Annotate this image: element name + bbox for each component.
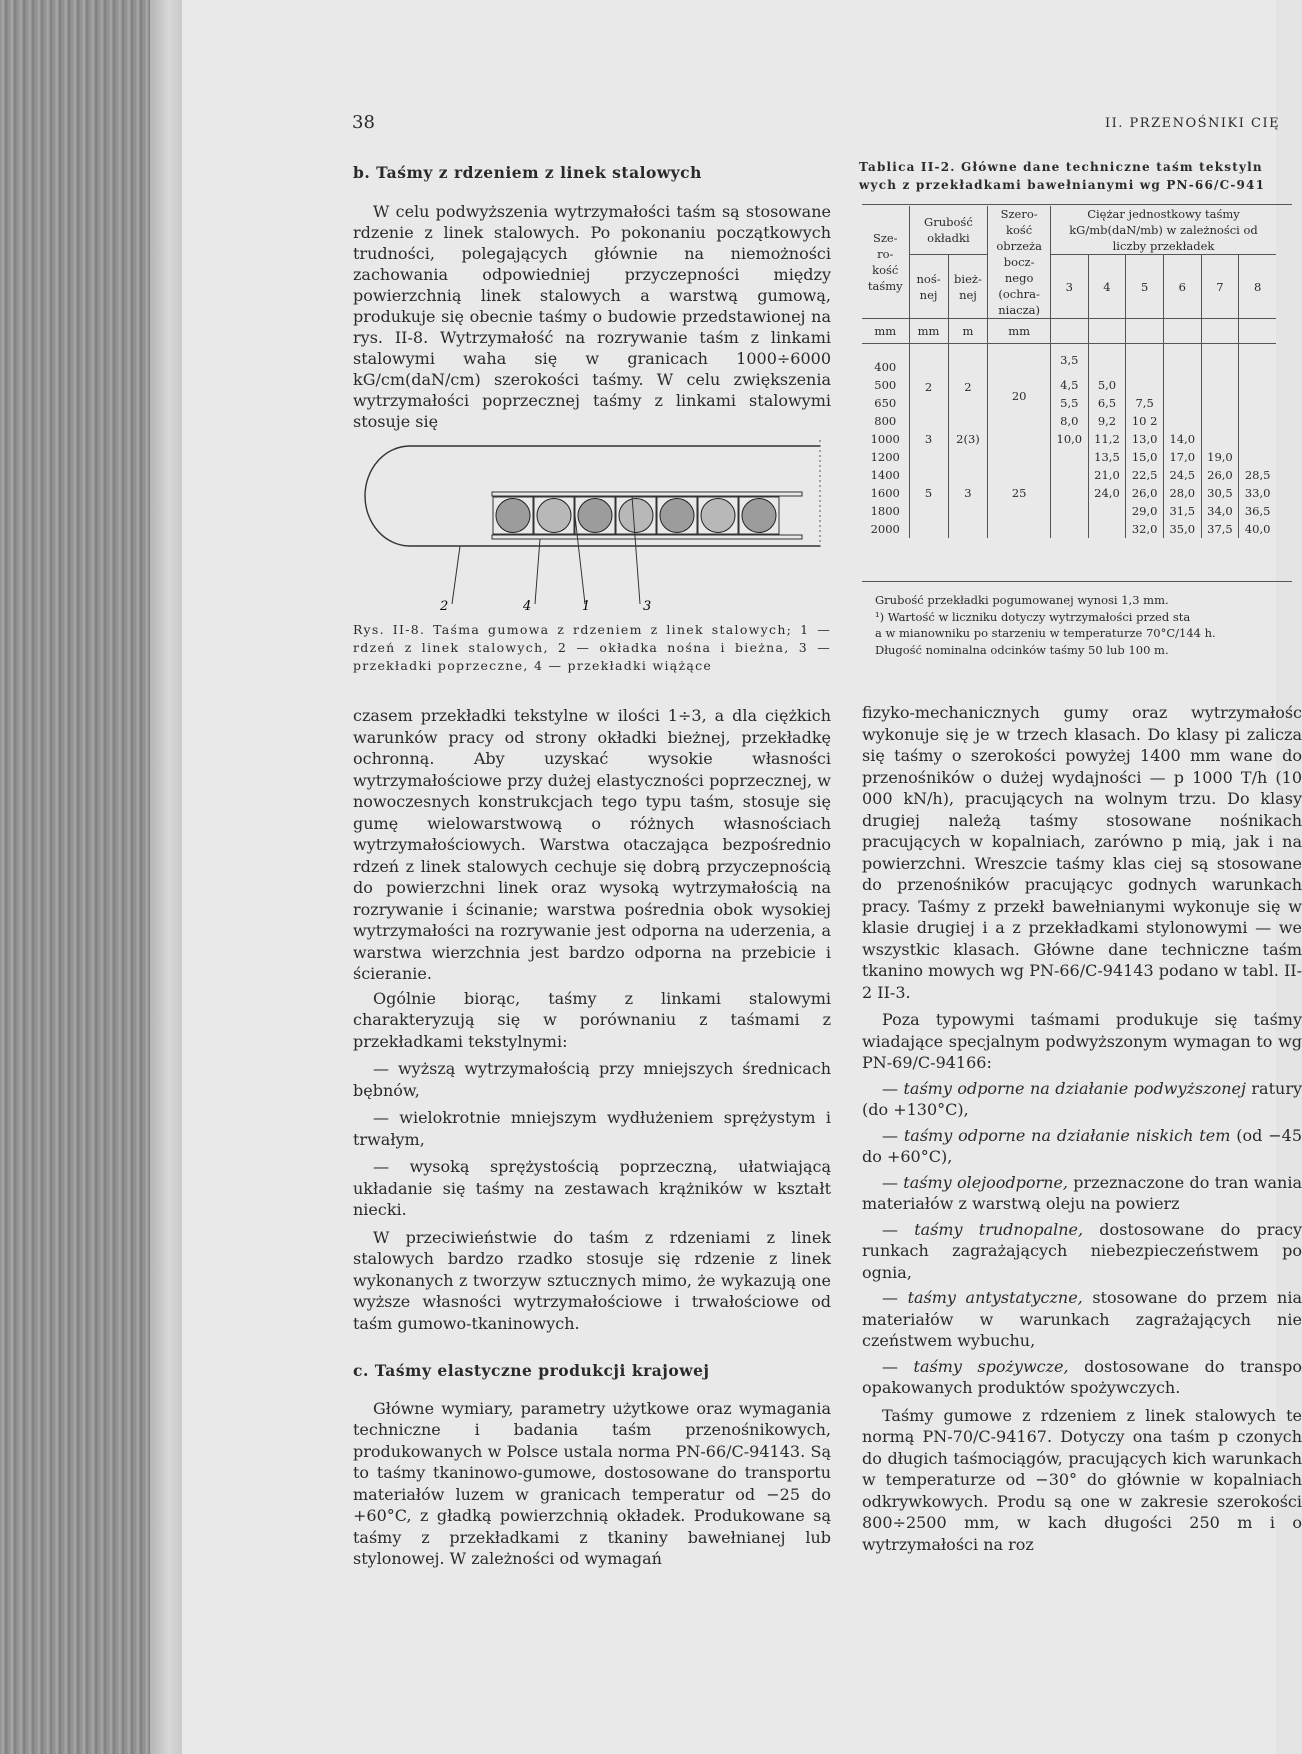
width-value: 1600 xyxy=(870,486,900,500)
weight-value: 3,5 xyxy=(1050,344,1088,377)
steel-cord xyxy=(742,499,776,533)
label-1: 1 xyxy=(582,599,591,614)
header-unit: m xyxy=(948,319,988,344)
list-text: dostosowane do transpo opakowanych produktów spożywczych. xyxy=(862,1356,1302,1397)
weight-value xyxy=(1088,344,1126,377)
weight-value xyxy=(1239,376,1276,394)
weight-value: 33,0 xyxy=(1239,484,1276,502)
header-unit xyxy=(1163,319,1201,344)
weight-value xyxy=(1126,376,1164,394)
table-caption: Tablica II-2. Główne dane techniczne taśm tekstyln wych z przekładkami bawełnianymi wg PN-66/C-941 xyxy=(859,160,1266,192)
weight-value: 35,0 xyxy=(1163,520,1201,538)
right-column-text xyxy=(862,702,1302,1555)
weight-value: 5,0 xyxy=(1088,376,1126,394)
page-number: 38 xyxy=(352,112,375,133)
header-unit xyxy=(1088,319,1126,344)
list-item: — wielokrotnie mniejszym wydłużeniem sprężystym i trwałym, xyxy=(353,1108,831,1149)
weight-value: 21,0 xyxy=(1088,466,1126,484)
header-running: bież- nej xyxy=(948,255,988,319)
header-unit: mm xyxy=(988,319,1051,344)
table-notes: Grubość przekładki pogumowanej wynosi 1,3 mm. ¹) Wartość w liczniku dotyczy wytrzymałości przed sta a w mianowniku po starzeniu w temperaturze 70°C/144 h. Długość nominalna odcinków taśmy 50 lub 100 m. xyxy=(875,593,1216,657)
edge-width: 20 xyxy=(988,344,1051,449)
paragraph: Główne wymiary, parametry użytkowe oraz wymagania techniczne i badania taśm przenośnikowych, produkowanych w Polsce ustala norma PN-66/C-94143. Są to taśmy tkaninowo-gumowe, dostosowane do transportu materiałów luzem w granicach temperatur od −25 do +60°C, z gładką powierzchnią okładek. Produkowane są taśmy z przekładkami z tkaniny bawełnianej lub stylonowej. W zależności od wymagań xyxy=(353,1398,831,1568)
list-dash: — xyxy=(882,1078,904,1098)
weight-value xyxy=(1239,394,1276,412)
list-item xyxy=(862,1287,1302,1352)
list-item xyxy=(862,1172,1302,1215)
weight-value: 9,2 xyxy=(1088,412,1126,430)
width-value: 1400 xyxy=(870,468,900,482)
weight-value xyxy=(1126,344,1164,377)
weight-value xyxy=(1088,502,1126,520)
weight-value: 37,5 xyxy=(1201,520,1239,538)
paragraph: Taśmy gumowe z rdzeniem z linek stalowych te normą PN-70/C-94167. Dotyczy ona taśm p czonych do długich taśmociągów, pracujących kich warunkach w temperaturze od −30° do głównie w kopalniach odkrywkowych. Produ są one w zakresie szerokości 800÷2500 mm, w kach długości 250 m i o wytrzymałości na roz xyxy=(862,1405,1302,1554)
header-unit xyxy=(1239,319,1276,344)
weight-value: 14,0 xyxy=(1163,430,1201,448)
weight-value xyxy=(1201,412,1239,430)
list-item xyxy=(862,1078,1302,1121)
steel-cord xyxy=(660,499,694,533)
steel-cord xyxy=(701,499,735,533)
table-row xyxy=(862,430,1276,448)
weight-value xyxy=(1201,344,1239,377)
weight-value xyxy=(1239,430,1276,448)
weight-value: 15,0 xyxy=(1126,448,1164,466)
width-value: 650 xyxy=(874,396,897,410)
list-item: — wysoką sprężystością poprzeczną, ułatwiającą układanie się taśmy na zestawach krążników w kształt niecki. xyxy=(353,1157,831,1219)
paragraph: czasem przekładki tekstylne w ilości 1÷3, a dla ciężkich warunków pracy od strony okładki bieżnej, przekładkę ochronną. Aby uzyskać wysokie własności wytrzymałościowe przy dużej elastyczności poprzecznej, w nowoczesnych konstrukcjach tego typu taśm, stosuje się gumę wielowarstwową o różnych własnościach wytrzymałościowych. Warstwa otaczająca bezpośrednio rdzeń z linek stalowych cechuje się dobrą przyczepnością do powierzchni linek oraz wysoką wytrzymałością na rozrywanie i ścinanie; warstwa pośrednia obok wysokiej wytrzymałości na rozrywanie jest odporna na uderzenia, a warstwa wierzchnia jest bardzo odporna na przebicie i ścieranie. xyxy=(353,706,831,983)
width-value: 400 xyxy=(874,360,897,374)
list-item: — wyższą wytrzymałością przy mniejszych średnicach bębnów, xyxy=(353,1059,831,1100)
carrying-thickness: 2 xyxy=(909,344,948,431)
weight-value xyxy=(1239,448,1276,466)
weight-value: 19,0 xyxy=(1201,448,1239,466)
weight-value: 34,0 xyxy=(1201,502,1239,520)
special-belts-list xyxy=(862,1078,1302,1399)
weight-value: 24,5 xyxy=(1163,466,1201,484)
width-value: 1200 xyxy=(870,450,900,464)
header-unit: mm xyxy=(909,319,948,344)
weight-value: 13,5 xyxy=(1088,448,1126,466)
header-plies: 5 xyxy=(1126,255,1164,319)
weight-value: 36,5 xyxy=(1239,502,1276,520)
list-term: taśmy olejoodporne, xyxy=(903,1172,1069,1192)
list-dash: — xyxy=(882,1172,904,1192)
weight-value: 28,5 xyxy=(1239,466,1276,484)
weight-value xyxy=(1201,394,1239,412)
weight-value: 10 2 xyxy=(1126,412,1164,430)
width-value: 500 xyxy=(874,378,897,392)
weight-value: 30,5 xyxy=(1201,484,1239,502)
list-text: dostosowane do pracy runkach zagrażających niebezpieczeństwem po ognia, xyxy=(862,1219,1302,1282)
weight-value xyxy=(1163,344,1201,377)
list-item xyxy=(862,1356,1302,1399)
carrying-thickness: 5 xyxy=(909,448,948,538)
width-value: 2000 xyxy=(870,522,900,536)
header-weight: Ciężar jednostkowy taśmy kG/mb(daN/mb) w zależności od liczby przekładek xyxy=(1050,206,1276,255)
left-column-text xyxy=(353,705,831,1570)
weight-value: 32,0 xyxy=(1126,520,1164,538)
weight-value: 29,0 xyxy=(1126,502,1164,520)
carrying-thickness: 3 xyxy=(909,430,948,448)
weight-value: 13,0 xyxy=(1126,430,1164,448)
steel-cords xyxy=(493,497,779,534)
weight-value xyxy=(1050,466,1088,484)
weight-value: 4,5 xyxy=(1050,376,1088,394)
weight-value: 10,0 xyxy=(1050,430,1088,448)
weight-value: 22,5 xyxy=(1126,466,1164,484)
list-text: (od −45 do +60°C), xyxy=(862,1125,1302,1166)
weight-value xyxy=(1239,344,1276,377)
paragraph: Poza typowymi taśmami produkuje się taśmy wiadające specjalnym podwyższonym wymagan to wg PN-69/C-94166: xyxy=(862,1010,1302,1072)
section-b-paragraph: W celu podwyższenia wytrzymałości taśm są stosowane rdzenie z linek stalowych. Po pokonaniu początkowych trudności, polegających głównie na niemożności zachowania odpowiedniej przyczepności między powierzchnią linek stalowych a warstwą gumową, produkuje się obecnie taśmy o budowie przedstawionej na rys. II-8. Wytrzymałość na rozrywanie taśm z linkami stalowymi waha się w granicach 1000÷6000 kG/cm(daN/cm) szerokości taśmy. W celu zwiększenia wytrzymałości poprzecznej taśmy z linkami stalowymi stosuje się xyxy=(353,202,831,431)
label-3: 3 xyxy=(643,599,652,614)
list-text: stosowane do przem nia materiałów w warunkach zagrażających nie czeństwem wybuchu, xyxy=(862,1288,1302,1350)
width-value: 1800 xyxy=(870,504,900,518)
list-term: taśmy spożywcze, xyxy=(913,1356,1069,1376)
weight-value: 6,5 xyxy=(1088,394,1126,412)
header-width: Sze- ro- kość taśmy xyxy=(862,206,909,319)
header-unit xyxy=(1201,319,1239,344)
list-text: przeznaczone do tran wania materiałów z warstwą oleju na powierz xyxy=(862,1172,1302,1213)
running-head: II. PRZENOŚNIKI CIĘ xyxy=(1105,116,1281,131)
spec-table xyxy=(862,206,1276,538)
weight-value: 11,2 xyxy=(1088,430,1126,448)
weight-value xyxy=(1163,376,1201,394)
weight-value xyxy=(1088,520,1126,538)
table-row xyxy=(862,344,1276,377)
weight-value: 8,0 xyxy=(1050,412,1088,430)
section-c-heading: c. Taśmy elastyczne produkcji krajowej xyxy=(353,1361,710,1380)
list-item xyxy=(862,1219,1302,1284)
weight-value: 26,0 xyxy=(1201,466,1239,484)
leader-2 xyxy=(452,546,460,604)
running-thickness: 2 xyxy=(948,344,988,431)
weight-value xyxy=(1163,412,1201,430)
width-value: 800 xyxy=(874,414,897,428)
running-thickness: 2(3) xyxy=(948,430,988,448)
weight-value: 7,5 xyxy=(1126,394,1164,412)
list-dash: — xyxy=(882,1125,904,1145)
table-row xyxy=(862,448,1276,466)
weight-value xyxy=(1163,394,1201,412)
list-term: taśmy trudnopalne, xyxy=(914,1219,1084,1239)
weight-value: 31,5 xyxy=(1163,502,1201,520)
label-4: 4 xyxy=(523,599,532,614)
list-term: taśmy odporne na działanie podwyższonej xyxy=(903,1078,1246,1098)
header-carrying: noś- nej xyxy=(909,255,948,319)
header-plies: 6 xyxy=(1163,255,1201,319)
leader-4 xyxy=(535,539,540,604)
weight-value xyxy=(1050,448,1088,466)
weight-value xyxy=(1050,520,1088,538)
section-b-heading: b. Taśmy z rdzeniem z linek stalowych xyxy=(353,163,702,182)
edge-width: 25 xyxy=(988,448,1051,538)
weight-value: 40,0 xyxy=(1239,520,1276,538)
weight-value xyxy=(1239,412,1276,430)
list-term: taśmy odporne na działanie niskich tem xyxy=(903,1125,1231,1145)
steel-cord xyxy=(496,499,530,533)
header-thickness: Grubość okładki xyxy=(909,206,988,255)
paragraph: fizyko-mechanicznych gumy oraz wytrzymałośc wykonuje się je w trzech klasach. Do klasy pi zalicza się taśmy o szerokości powyżej 1400 mm wane do przenośników o dużej wydajności — p 1000 T/h (10 000 kN/h), pracujących na wolnym trzu. Do klasy drugiej należą taśmy stosowane nośnikach pracujących w kopalniach, zarówno p mią, jak i na powierzchni. Wreszcie taśmy klas ciej są stosowane do przenośników pracującyc godnych warunkach pracy. Taśmy z przekł bawełnianymi wykonuje się w klasie drugiej i a z przekładkami stylonowymi — we wszystkic klasach. Główne dane techniczne taśm tkanino mowych wg PN-66/C-94143 podano w tabl. II-2 II-3. xyxy=(862,703,1302,1002)
header-plies: 4 xyxy=(1088,255,1126,319)
header-unit xyxy=(1050,319,1088,344)
paragraph: Ogólnie biorąc, taśmy z linkami stalowymi charakteryzują się w porównaniu z taśmami z przekładkami tekstylnymi: xyxy=(353,988,831,1051)
list-dash: — xyxy=(882,1219,915,1239)
header-plies: 3 xyxy=(1050,255,1088,319)
list-term: taśmy antystatyczne, xyxy=(907,1288,1083,1307)
weight-value xyxy=(1201,430,1239,448)
header-plies: 7 xyxy=(1201,255,1239,319)
steel-cord xyxy=(619,499,653,533)
weight-value: 24,0 xyxy=(1088,484,1126,502)
weight-value: 17,0 xyxy=(1163,448,1201,466)
list-dash: — xyxy=(882,1288,908,1307)
weight-value: 5,5 xyxy=(1050,394,1088,412)
weight-value: 26,0 xyxy=(1126,484,1164,502)
weight-value: 28,0 xyxy=(1163,484,1201,502)
steel-cord xyxy=(578,499,612,533)
figure-caption: Rys. II-8. Taśma gumowa z rdzeniem z linek stalowych; 1 — rdzeń z linek stalowych, 2 — okładka nośna i bieżna, 3 — przekładki poprzeczne, 4 — przekładki wiążące xyxy=(353,622,831,673)
list-dash: — xyxy=(882,1356,914,1376)
belt-cross-section-figure xyxy=(360,436,836,616)
upper-ply xyxy=(492,492,802,496)
weight-value xyxy=(1050,484,1088,502)
header-edge-width: Szero- kość obrzeża bocz- nego (ochra- niacza) xyxy=(988,206,1051,319)
steel-cord xyxy=(537,499,571,533)
header-unit xyxy=(1126,319,1164,344)
leader-1 xyxy=(575,516,585,604)
running-thickness: 3 xyxy=(948,448,988,538)
header-unit: mm xyxy=(862,319,909,344)
paragraph: W przeciwieństwie do taśm z rdzeniami z linek stalowych bardzo rzadko stosuje się rdzenie z linek wykonanych z tworzyw sztucznych mimo, że wykazują one wyższe własności wytrzymałościowe i trwałościowe od taśm gumowo-tkaninowych. xyxy=(353,1227,831,1333)
list-item xyxy=(862,1125,1302,1168)
width-value: 1000 xyxy=(870,432,900,446)
page-gutter xyxy=(150,0,182,1754)
header-plies: 8 xyxy=(1239,255,1276,319)
weight-value xyxy=(1050,502,1088,520)
label-2: 2 xyxy=(440,599,449,614)
list-text: ratury (do +130°C), xyxy=(862,1078,1302,1119)
weight-value xyxy=(1201,376,1239,394)
lower-ply xyxy=(492,535,802,539)
